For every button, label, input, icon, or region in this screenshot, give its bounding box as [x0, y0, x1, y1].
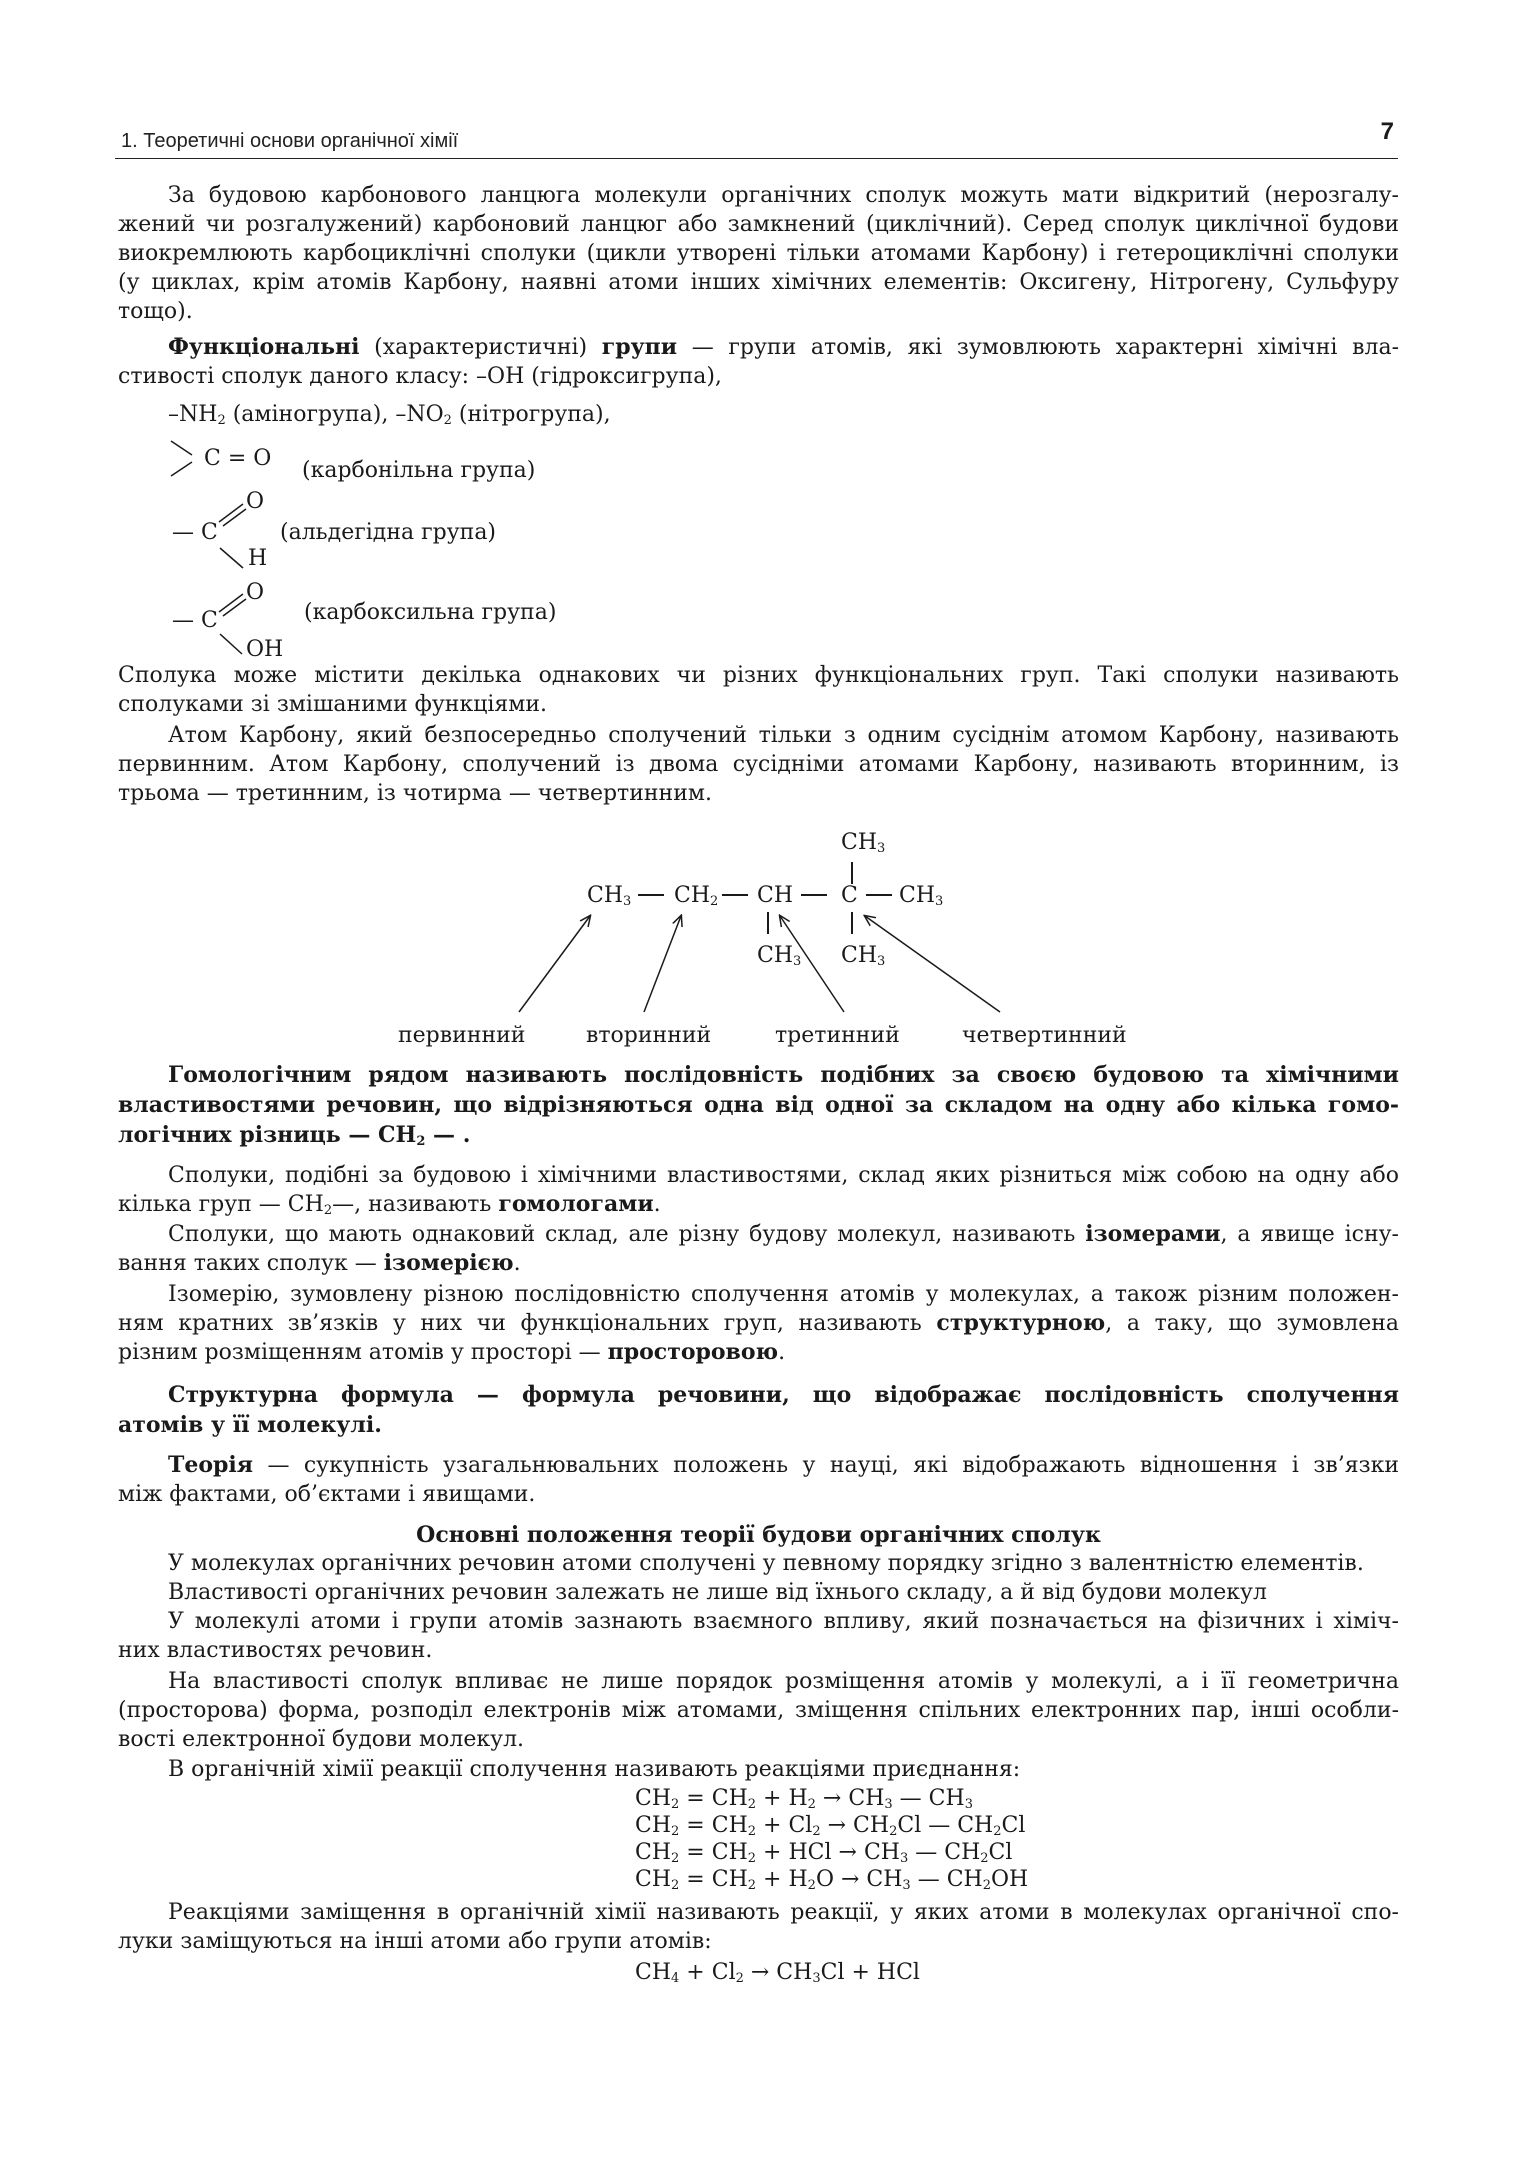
text-line: Структурна формула — формула речовини, що відображає послідовність сполучення — [168, 1382, 1399, 1408]
text-line: За будовою карбонового ланцюга молекули органічних сполук можуть мати відкритий (нерозгалу- — [168, 183, 1399, 208]
carboxyl-label: (карбоксильна група) — [304, 600, 557, 625]
text-line: логічних різниць — $CH_2$ — . — [118, 1122, 471, 1149]
text-line: атомів у її молекулі. — [118, 1412, 382, 1438]
text-line: (просторова) форма, розподіл електронів між атомами, зміщення спільних електронних пар, інші особли- — [118, 1698, 1399, 1723]
label-tertiary: третинний — [775, 1023, 900, 1048]
text-line: виокремлюють карбоциклічні сполуки (цикли утворені тільки атомами Карбону) і гетероциклічні сполуки — [118, 241, 1399, 266]
diagram-bonds-arrows — [500, 820, 1200, 1020]
bold-term: ізомерією — [383, 1250, 514, 1276]
text-span: (аміногрупа), –NO — [225, 402, 444, 427]
label-secondary: вторинний — [586, 1023, 712, 1048]
subscript: 2 — [443, 413, 452, 428]
text-line: Теорія — сукупність узагальнювальних положень у науці, які відображають відношення і зв’язки — [168, 1452, 1399, 1478]
text-line: вості електронної будови молекул. — [118, 1727, 525, 1752]
text-line: тощо). — [118, 299, 193, 324]
carbonyl-formula: C = O — [204, 446, 272, 471]
text-line: сполуками зі змішаними функціями. — [118, 692, 548, 717]
text-line: жений чи розгалужений) карбоновий ланцюг або замкнений (циклічний). Серед сполук циклічної будови — [118, 212, 1399, 237]
text-line: У молекулах органічних речовин атоми сполучені у певному порядку згідно з валентністю елементів. — [168, 1551, 1364, 1576]
text-line: трьома — третинним, із чотирма — четвертинним. — [118, 781, 712, 806]
text-line: між фактами, об’єктами і явищами. — [118, 1482, 536, 1507]
bold-term: гомологами — [498, 1191, 654, 1217]
ch3-branch-quaternary: $CH_3$ — [841, 943, 886, 969]
aldehyde-hydrogen: H — [248, 546, 268, 571]
ch-tertiary: CH — [757, 883, 794, 908]
aldehyde-oxygen: O — [246, 489, 265, 514]
text-line: Сполука може містити декілька однакових чи різних функціональних груп. Такі сполуки називають — [118, 663, 1399, 688]
bold-term: просторовою — [607, 1339, 779, 1365]
chapter-title: 1. Теоретичні основи органічної хімії — [121, 130, 459, 152]
text-line: Реакціями заміщення в органічній хімії називають реакції, у яких атоми в молекулах органічної спо- — [168, 1900, 1399, 1925]
ch3-top: $CH_3$ — [841, 830, 886, 856]
page-number: 7 — [1380, 118, 1394, 145]
text-line: Ізомерію, зумовлену різною послідовністю сполучення атомів у молекулах, а також різним положен- — [168, 1282, 1399, 1307]
carbonyl-label: (карбонільна група) — [302, 458, 536, 483]
section-title: Основні положення теорії будови органічних сполук — [416, 1522, 1101, 1548]
text-line: первинним. Атом Карбону, сполучений із двома сусідніми атомами Карбону, називають вторинним, із — [118, 752, 1399, 777]
bold-term: групи — [601, 334, 678, 360]
text-line: стивості сполук даного класу: –OH (гідроксигрупа), — [118, 364, 722, 389]
bold-term: ізомерами — [1085, 1221, 1221, 1247]
label-primary: первинний — [398, 1023, 526, 1048]
text-line: В органічній хімії реакції сполучення називають реакціями приєднання: — [168, 1757, 1021, 1782]
text-line: На властивості сполук впливає не лише порядок розміщення атомів у молекулі, а і її геометрична — [168, 1669, 1399, 1694]
text-line: них властивостях речовин. — [118, 1638, 433, 1663]
ch3-last: $CH_3$ — [899, 883, 944, 909]
ch3-branch-tertiary: $CH_3$ — [757, 943, 802, 969]
text-span: –NH — [168, 402, 218, 427]
label-quaternary: четвертинний — [962, 1023, 1127, 1048]
text-line: Гомологічним рядом називають послідовність подібних за своєю будовою та хімічними — [168, 1062, 1399, 1088]
equation-row: $CH_2 = CH_2$ + HCl → $CH_3$ — $CH_2Cl$ — [635, 1840, 1013, 1866]
equation-row: $CH_2 = CH_2 + H_2O \to CH_3$ — $CH_2OH$ — [635, 1867, 1029, 1893]
text-line: кілька груп — $CH_2—$, називають гомологами. — [118, 1191, 661, 1218]
bold-term: Функціональні — [168, 334, 360, 360]
text-span: — групи атомів, які зумовлюють характерні хімічні вла- — [677, 335, 1400, 360]
text-span: (нітрогрупа), — [451, 402, 611, 427]
text-span: (характеристичні) — [359, 335, 602, 360]
text-line — [118, 333, 1399, 362]
text-line: Атом Карбону, який безпосередньо сполучений тільки з одним сусіднім атомом Карбону, називають — [168, 723, 1399, 748]
carboxyl-carbon: — C — [172, 608, 218, 633]
carbonyl-bonds — [168, 438, 208, 480]
text-line: Сполуки, що мають однаковий склад, але різну будову молекул, називають ізомерами, а явище існу- — [168, 1221, 1399, 1247]
equation-row: $CH_2 = CH_2 + H_2 \to CH_3$ — $CH_3$ — [635, 1786, 973, 1812]
c-quaternary: C — [841, 883, 858, 908]
carboxyl-hydroxyl: OH — [246, 637, 284, 662]
text-line: У молекулі атоми і групи атомів зазнають взаємного впливу, який позначається на фізичних і хіміч- — [168, 1609, 1399, 1634]
text-line: вання таких сполук — ізомерією. — [118, 1250, 521, 1276]
aldehyde-carbon: — C — [172, 520, 218, 545]
text-line: властивостями речовин, що відрізняються одна від одної за складом на одну або кілька гомо- — [118, 1092, 1399, 1118]
equation-row: $CH_2 = CH_2 + Cl_2 \to CH_2Cl$ — $CH_2Cl$ — [635, 1813, 1026, 1839]
text-line: Сполуки, подібні за будовою і хімічними властивостями, склад яких різниться між собою на одну або — [168, 1163, 1399, 1188]
text-line: Властивості органічних речовин залежать не лише від їхнього складу, а й від будови молекул — [168, 1580, 1267, 1605]
text-line: ням кратних зв’язків у них чи функціональних груп, називають структурною, а таку, що зумовлена — [118, 1310, 1400, 1336]
ch3-first: $CH_3$ — [587, 883, 632, 909]
running-header — [115, 118, 1398, 159]
aldehyde-label: (альдегідна група) — [280, 520, 497, 545]
substitution-equation: $CH_4 + Cl_2 \to CH_3Cl$ + HCl — [635, 1960, 920, 1986]
amino-nitro-line — [168, 400, 611, 429]
text-line: луки заміщуються на інші атоми або групи атомів: — [118, 1929, 712, 1954]
ch2: $CH_2$ — [674, 883, 719, 909]
bold-term: Теорія — [168, 1452, 254, 1478]
carboxyl-oxygen: O — [246, 580, 265, 605]
text-line: (у циклах, крім атомів Карбону, наявні атоми інших хімічних елементів: Оксигену, Нітрогену, Сульфуру — [118, 270, 1399, 295]
bold-term: структурною — [936, 1310, 1106, 1336]
text-line: різним розміщенням атомів у просторі — просторовою. — [118, 1339, 786, 1365]
subscript: 2 — [217, 413, 226, 428]
